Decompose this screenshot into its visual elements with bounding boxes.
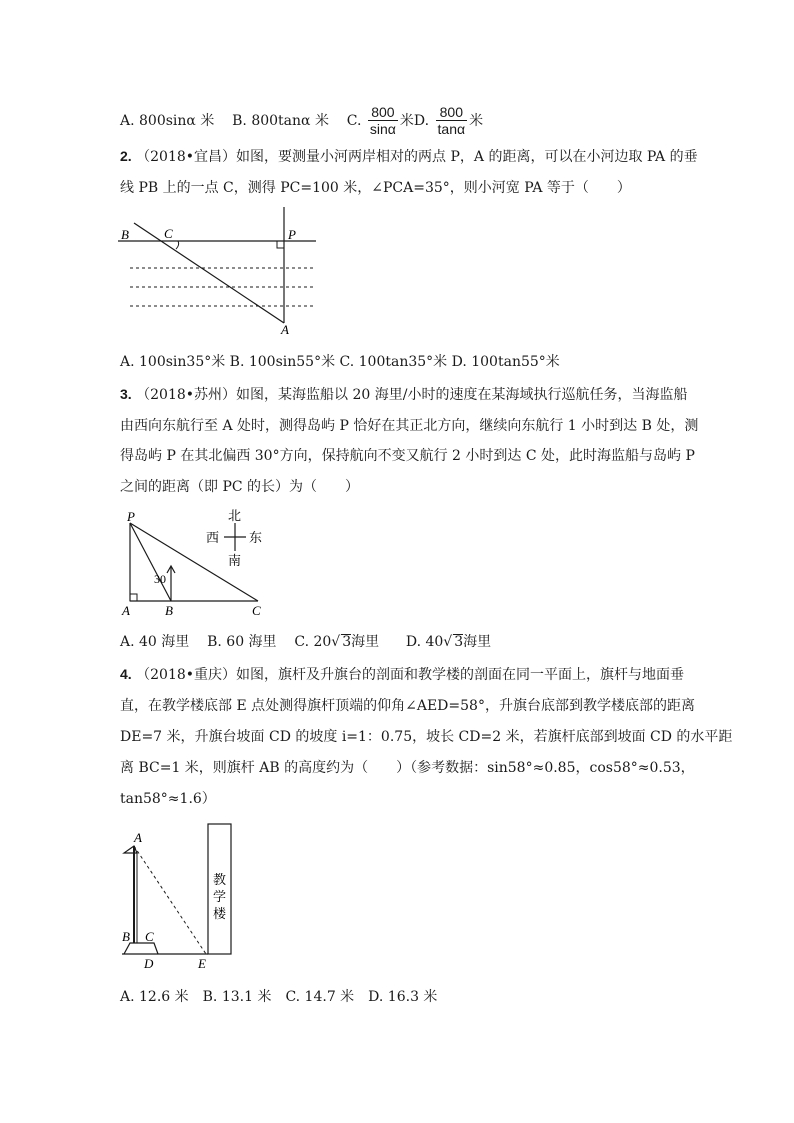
q4-text-3: DE=7 米，升旗台坡面 CD 的坡度 i=1：0.75，坡长 CD=2 米，若旗杆底部到坡面 CD 的水平距 xyxy=(120,729,733,745)
q3-option-d-radicand: 3 xyxy=(454,634,464,650)
q3-label-p: P xyxy=(127,509,135,524)
q3-option-c-post: 海里 xyxy=(351,634,380,650)
q1-option-d-suffix: 米 xyxy=(469,112,484,129)
q4-label-d: D xyxy=(144,956,154,971)
q3-number: 3. xyxy=(120,386,132,402)
q4-building-char-2: 学 xyxy=(213,889,227,904)
q4-label-e: E xyxy=(198,956,206,971)
q2-line-ca xyxy=(134,223,284,323)
q1-options xyxy=(120,104,483,137)
q1-option-c-numerator: 800 xyxy=(368,104,398,121)
q2-options: A. 100sin35°米 B. 100sin55°米 C. 100tan35°米 D. 100tan55°米 xyxy=(120,354,560,370)
q4-figure xyxy=(118,822,242,972)
q4-building-char-1: 教 xyxy=(213,872,227,887)
q1-option-d-numerator: 800 xyxy=(436,104,468,121)
q3-compass-south: 南 xyxy=(228,553,242,568)
q3-option-c-radicand: 3 xyxy=(342,634,352,650)
q2-number: 2. xyxy=(120,148,132,164)
q3-label-b: B xyxy=(165,603,173,618)
q4-number: 4. xyxy=(120,666,132,682)
q2-label-p: P xyxy=(288,227,296,242)
q1-option-a: A. 800sinα 米 xyxy=(120,112,215,129)
q4-label-c: C xyxy=(145,929,154,944)
q3-option-c: C. 20√ 3海里 xyxy=(294,634,380,650)
q3-angle-label: 30 xyxy=(154,572,166,586)
q2-text-2: 线 PB 上的一点 C，测得 PC=100 米，∠PCA=35°，则小河宽 PA 等于（ ） xyxy=(120,180,631,196)
q2-line-1 xyxy=(120,146,698,167)
q3-option-c-pre: C. 20 xyxy=(294,634,332,650)
q3-line-1 xyxy=(120,384,687,405)
q1-option-c-suffix: 米D. xyxy=(399,112,430,129)
q1-option-d-fraction xyxy=(436,104,468,137)
q1-option-d-denominator: tanα xyxy=(437,121,466,137)
q3-label-a: A xyxy=(122,603,130,618)
q3-label-c: C xyxy=(252,603,261,618)
q3-option-b: B. 60 海里 xyxy=(207,634,277,650)
q2-right-angle-mark xyxy=(277,241,284,248)
q4-text-2: 直，在教学楼底部 E 点处测得旗杆顶端的仰角∠AED=58°，升旗台底部到教学楼底部的距离 xyxy=(120,698,695,714)
q2-figure xyxy=(118,205,318,335)
q3-text-1: （2018•苏州）如图，某海监船以 20 海里/小时的速度在某海域执行巡航任务，当海监船 xyxy=(136,387,688,403)
q2-label-c: C xyxy=(164,226,173,241)
q4-text-5: tan58°≈1.6） xyxy=(120,791,216,807)
q2-label-a: A xyxy=(281,322,289,335)
q1-option-b: B. 800tanα 米 xyxy=(232,112,329,129)
q3-option-d-pre: D. 40 xyxy=(405,634,444,650)
q4-platform xyxy=(124,943,158,954)
q3-text-4: 之间的距离（即 PC 的长）为（ ） xyxy=(120,479,360,495)
q4-label-a: A xyxy=(134,830,142,845)
q4-text-1: （2018•重庆）如图，旗杆及升旗台的剖面和教学楼的剖面在同一平面上，旗杆与地面垂 xyxy=(136,667,685,683)
q4-options: A. 12.6 米 B. 13.1 米 C. 14.7 米 D. 16.3 米 xyxy=(120,989,438,1005)
q2-angle-arc xyxy=(176,241,179,249)
q4-text-4: 离 BC=1 米，则旗杆 AB 的高度约为（ ）（参考数据：sin58°≈0.85，cos58°≈0.53， xyxy=(120,760,695,776)
q4-line-1 xyxy=(120,664,684,685)
q3-options xyxy=(120,632,491,652)
q3-option-d: D. 40√ 3海里 xyxy=(405,634,492,650)
q3-figure xyxy=(118,507,278,619)
q3-option-d-post: 海里 xyxy=(463,634,492,650)
q3-right-angle-mark xyxy=(130,594,137,601)
q1-option-c-prefix: C. xyxy=(346,112,362,129)
q3-compass-north: 北 xyxy=(228,508,242,523)
q2-text-1: （2018•宜昌）如图，要测量小河两岸相对的两点 P，A 的距离，可以在小河边取 PA 的垂 xyxy=(136,149,698,165)
q4-building-char-3: 楼 xyxy=(213,906,227,921)
q1-option-c-denominator: sinα xyxy=(369,121,396,137)
q1-option-c-fraction xyxy=(368,104,398,137)
q3-compass-east: 东 xyxy=(249,530,263,545)
q3-line-pb xyxy=(130,523,171,601)
q3-text-3: 得岛屿 P 在其北偏西 30°方向，保持航向不变又航行 2 小时到达 C 处，此时海监船与岛屿 P xyxy=(120,448,695,464)
q2-label-b: B xyxy=(121,227,129,242)
q3-compass-west: 西 xyxy=(206,530,220,545)
q3-option-a: A. 40 海里 xyxy=(120,634,190,650)
q4-label-b: B xyxy=(122,929,130,944)
q3-text-2: 由西向东航行至 A 处时，测得岛屿 P 恰好在其正北方向，继续向东航行 1 小时到达 B 处，测 xyxy=(120,418,699,434)
